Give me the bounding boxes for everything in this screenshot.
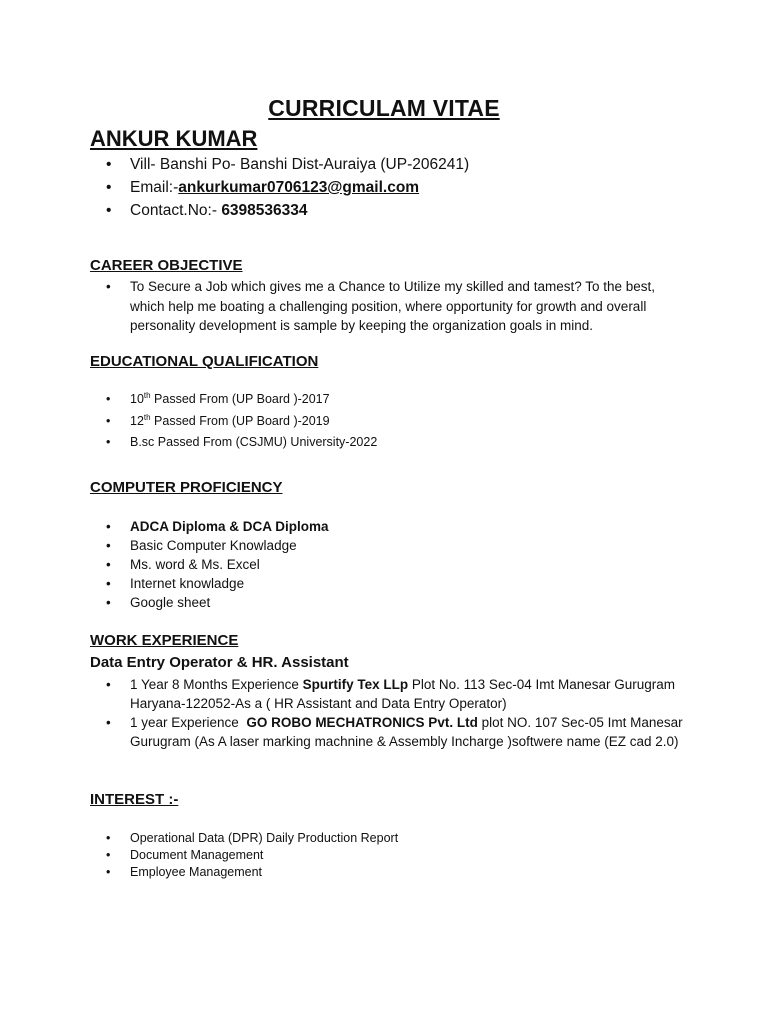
- bullet-icon: •: [106, 179, 112, 196]
- list-item: • Operational Data (DPR) Daily Production Report: [106, 831, 399, 845]
- bullet-icon: •: [106, 557, 111, 572]
- email-link[interactable]: ankurkumar0706123@gmail.com: [178, 179, 420, 196]
- computer-proficiency-list: [90, 517, 329, 612]
- list-item: • Ms. word & Ms. Excel: [106, 557, 260, 572]
- bullet-icon: •: [106, 413, 111, 428]
- list-item: • Employee Management: [106, 865, 263, 879]
- education-heading: EDUCATIONAL QUALIFICATION: [90, 353, 319, 370]
- bullet-icon: •: [106, 202, 112, 219]
- bullet-icon: •: [106, 865, 111, 879]
- list-item: [90, 199, 469, 222]
- career-objective-list: [90, 277, 690, 336]
- list-item: • Basic Computer Knowladge: [106, 538, 297, 553]
- education-list: [90, 389, 377, 454]
- list-item: • Google sheet: [106, 595, 211, 610]
- address-text: Vill- Banshi Po- Banshi Dist-Auraiya (UP-206241): [130, 156, 470, 173]
- bullet-icon: •: [106, 538, 111, 553]
- bullet-icon: •: [106, 156, 112, 173]
- bullet-icon: •: [106, 595, 111, 610]
- bullet-icon: •: [106, 576, 111, 591]
- work-experience-list: [90, 675, 690, 751]
- list-item: • 10th Passed From (UP Board )-2017: [90, 389, 377, 411]
- bullet-icon: •: [106, 831, 111, 845]
- list-item: • 12th Passed From (UP Board )-2019: [90, 411, 377, 433]
- list-item: • Document Management: [106, 848, 264, 862]
- bullet-icon: •: [106, 519, 111, 534]
- list-item: • B.sc Passed From (CSJMU) University-2022: [90, 432, 377, 454]
- bullet-icon: •: [106, 848, 111, 862]
- candidate-name: ANKUR KUMAR: [90, 126, 258, 151]
- list-item: [90, 277, 690, 336]
- bullet-icon: •: [106, 279, 111, 294]
- bullet-icon: •: [106, 392, 111, 406]
- email-label: Email:-: [130, 179, 179, 196]
- list-item: • 1 Year 8 Months Experience Spurtify Tex LLp Plot No. 113 Sec-04 Imt Manesar Gurugram Haryana-122052-As a ( HR Assistant and Data Entry Operator): [106, 677, 676, 711]
- interest-heading: INTEREST :-: [90, 791, 179, 808]
- career-objective-text: To Secure a Job which gives me a Chance to Utilize my skilled and tamest? To the best, which help me boating a challenging position, where opportunity for growth and overall personality development is sample by keeping the organization goals in mind.: [130, 279, 656, 333]
- work-experience-heading: WORK EXPERIENCE: [90, 632, 239, 649]
- bullet-icon: •: [106, 715, 111, 730]
- list-item: • ADCA Diploma & DCA Diploma: [106, 519, 329, 534]
- work-role-title: Data Entry Operator & HR. Assistant: [90, 654, 349, 671]
- career-objective-heading: CAREER OBJECTIVE: [90, 257, 243, 274]
- list-item: • Internet knowladge: [106, 576, 245, 591]
- list-item: [90, 176, 469, 199]
- interest-list: [90, 830, 398, 881]
- computer-proficiency-heading: COMPUTER PROFICIENCY: [90, 479, 283, 496]
- list-item: [90, 153, 469, 176]
- contact-list: [90, 153, 469, 222]
- phone-label: Contact.No:-: [130, 202, 222, 219]
- list-item: • 1 year Experience GO ROBO MECHATRONICS Pvt. Ltd plot NO. 107 Sec-05 Imt Manesar Gurugram (As A laser marking machnine & Assembly Incharge )softwere name (EZ cad 2.0): [106, 715, 683, 749]
- bullet-icon: •: [106, 435, 111, 449]
- phone-number: 6398536334: [221, 202, 308, 219]
- document-title: CURRICULAM VITAE: [268, 95, 500, 121]
- bullet-icon: •: [106, 677, 111, 692]
